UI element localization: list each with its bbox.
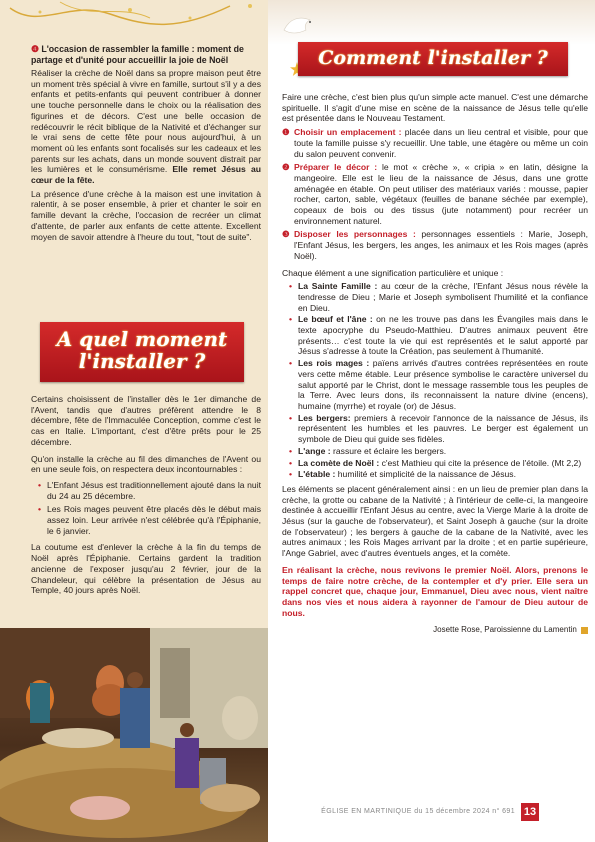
install-timing-paragraph: Certains choisissent de l'installer dès le 1er dimanche de l'Avent, tandis que d'autres préfèrent attendre le 8 décembre, fête de l'Immaculée Conception, comme c'est le cas en Italie. L'important, c'est d'être prêts pour le 25 décembre.	[31, 394, 261, 447]
list-item: • Les bergers: premiers à recevoir l'annonce de la naissance de Jésus, ils représentent les humbles et les pauvres. Le berger est également un symbole de Dieu qui guide ses fidèles.	[288, 413, 588, 445]
footer-publication: ÉGLISE EN MARTINIQUE du 15 décembre 2024 n° 691	[321, 808, 515, 815]
page-number: 13	[521, 803, 539, 821]
end-mark-icon	[581, 627, 588, 634]
step-2: ❷ Préparer le décor : le mot « crèche », « cripia » en latin, désigne la mangeoire. Elle est le lieu de la naissance de Jésus, dans une grotte aménagée en étable. On peut utiliser des matériaux variés : mousse, papier rocher, carton, sable, végétaux (feuilles de banane séchée par exemple), copeaux de bois ou des tissus (jute notamment) pour recréer un environnement naturel.	[282, 162, 588, 226]
intro-paragraph: Faire une crèche, c'est bien plus qu'un simple acte manuel. C'est une démarche spirituelle. Il s'agit d'une mise en scène de la naissance de Jésus telle qu'elle est présentée dans le Nouveau Testament.	[282, 92, 588, 124]
list-item: • Le bœuf et l'âne : on ne les trouve pas dans les Évangiles mais dans le texte apocryphe du Pseudo-Matthieu. D'autres animaux peuvent être présents… c'est toute la vie qui est représentés et le salut apporté par Jésus s'adresse à toute la Création, pas seulement à l'humanité.	[288, 314, 588, 357]
when-to-install-banner: A quel moment l'installer ?	[40, 322, 244, 382]
elements-list	[288, 281, 588, 480]
left-column	[0, 0, 268, 842]
signature: Josette Rose, Paroissienne du Lamentin	[282, 625, 588, 636]
list-item: • La comète de Noël : c'est Mathieu qui cite la présence de l'étoile. (Mt 2,2)	[288, 458, 588, 469]
incontournables-intro: Qu'on installe la crèche au fil des dimanches de l'Avent ou en une seule fois, on respectera deux incontournables :	[31, 453, 261, 475]
closing-paragraph: En réalisant la crèche, nous revivons le premier Noël. Alors, prenons le temps de faire notre crèche, de la contempler et d'y prier. Elle sera un rappel concret que, chaque jour, Emmanuel, Dieu avec nous, vient naître dans nos vies et nous aidera à rayonner de l'amour de Dieu autour de nous.	[282, 564, 588, 618]
list-item: • Les Rois mages peuvent être placés dès le début mais assez loin. Leur arrivée n'est célébrée qu'à l'Épiphanie, le 6 janvier.	[37, 504, 261, 536]
section4-paragraph-1: Réaliser la crèche de Noël dans sa propre maison peut être un moment très spécial à vivre en famille, surtout s'il y a des enfants et petits-enfants qui peuvent contribuer à donner une touche personnelle dans le choix ou la réalisation des figurines et de décors. C'est une belle occasion de redécouvrir le récit biblique de la Nativité et d'échanger sur le vrai sens de cette fête pour nous aujourd'hui, à un moment où les enfants sont focalisés sur les cadeaux et les parents sur les achats, dans un monde souvent distrait par les lumières et le consumérisme. Elle remet Jésus au cœur de la fête.	[31, 68, 261, 186]
how-to-install-banner: Comment l'installer ?	[298, 42, 568, 76]
list-item: • Les rois mages : païens arrivés d'autres contrées représentées en route vers cette même étable. Leur présence symbolise le caractère universel du salut apporté par le Christ, dont le message rassemble tous les peuples de la Terre. Avec leurs dons, ils reconnaissent la nature divine (encens), humaine (myrrhe) et royale (or) de Jésus.	[288, 358, 588, 412]
list-item: • L'ange : rassure et éclaire les bergers.	[288, 446, 588, 457]
nativity-scene-photo	[0, 628, 268, 842]
list-item: • L'Enfant Jésus est traditionnellement ajouté dans la nuit du 24 au 25 décembre.	[37, 480, 261, 501]
dove-icon	[280, 12, 320, 38]
removal-paragraph: La coutume est d'enlever la crèche à la fin du temps de Noël après l'Épiphanie. Certains gardent la tradition ancienne de l'exposer jusqu'au 2 février, jour de la Chandeleur, qui célèbre la présentation de Jésus au Temple, 40 jours après Noël.	[31, 542, 261, 596]
list-item: • La Sainte Famille : au cœur de la crèche, l'Enfant Jésus nous révèle la tendresse de Dieu ; Marie et Joseph symbolisent l'humilité et la confiance en Dieu.	[288, 281, 588, 313]
incontournables-list	[37, 480, 261, 537]
section4-paragraph-2: La présence d'une crèche à la maison est une invitation à ralentir, à se poser ensemble, à prier et chanter le soir en famille devant la crèche, l'occasion de recréer un climat d'attente, de parler aux enfants de cette attente. Excellent moyen de savoir attendre à l'heure du tout, "tout de suite".	[31, 188, 261, 242]
list-item: • L'étable : humilité et simplicité de la naissance de Jésus.	[288, 469, 588, 480]
step-3: ❸ Disposer les personnages : personnages essentiels : Marie, Joseph, l'Enfant Jésus, les bergers, les anges, les animaux et les Rois mages (après Noël).	[282, 229, 588, 261]
festive-ribbon-decoration	[0, 0, 268, 40]
section4-heading: ❹ L'occasion de rassembler la famille : moment de partage et d'unité pour accueillir la joie de Noël	[31, 44, 244, 65]
right-column	[268, 0, 595, 842]
placement-paragraph: Les éléments se placent généralement ainsi : en un lieu de premier plan dans la crèche, la grotte ou cabane de la Nativité ; à l'intérieur de celle-ci, la mangeoire destinée à accueillir l'Enfant Jésus au centre, avec la Vierge Marie à la droite de Jésus (sur la gauche de l'observateur), et Saint Joseph à gauche (sur la droite de l'observateur) ; les bergers à gauche de la cabane de la Nativité, avec les autres animaux ; les Rois Mages arrivant par la droite ; et en partie supérieure, l'Ange Gabriel, avec d'autres éventuels anges, et la comète.	[282, 483, 588, 559]
step-1: ❶ Choisir un emplacement : placée dans un lieu central et visible, pour que toute la famille puisse s'y recueillir. Une table, une étagère ou même un coin du salon peuvent convenir.	[282, 127, 589, 159]
meaning-intro: Chaque élément a une signification particulière et unique :	[282, 267, 504, 278]
